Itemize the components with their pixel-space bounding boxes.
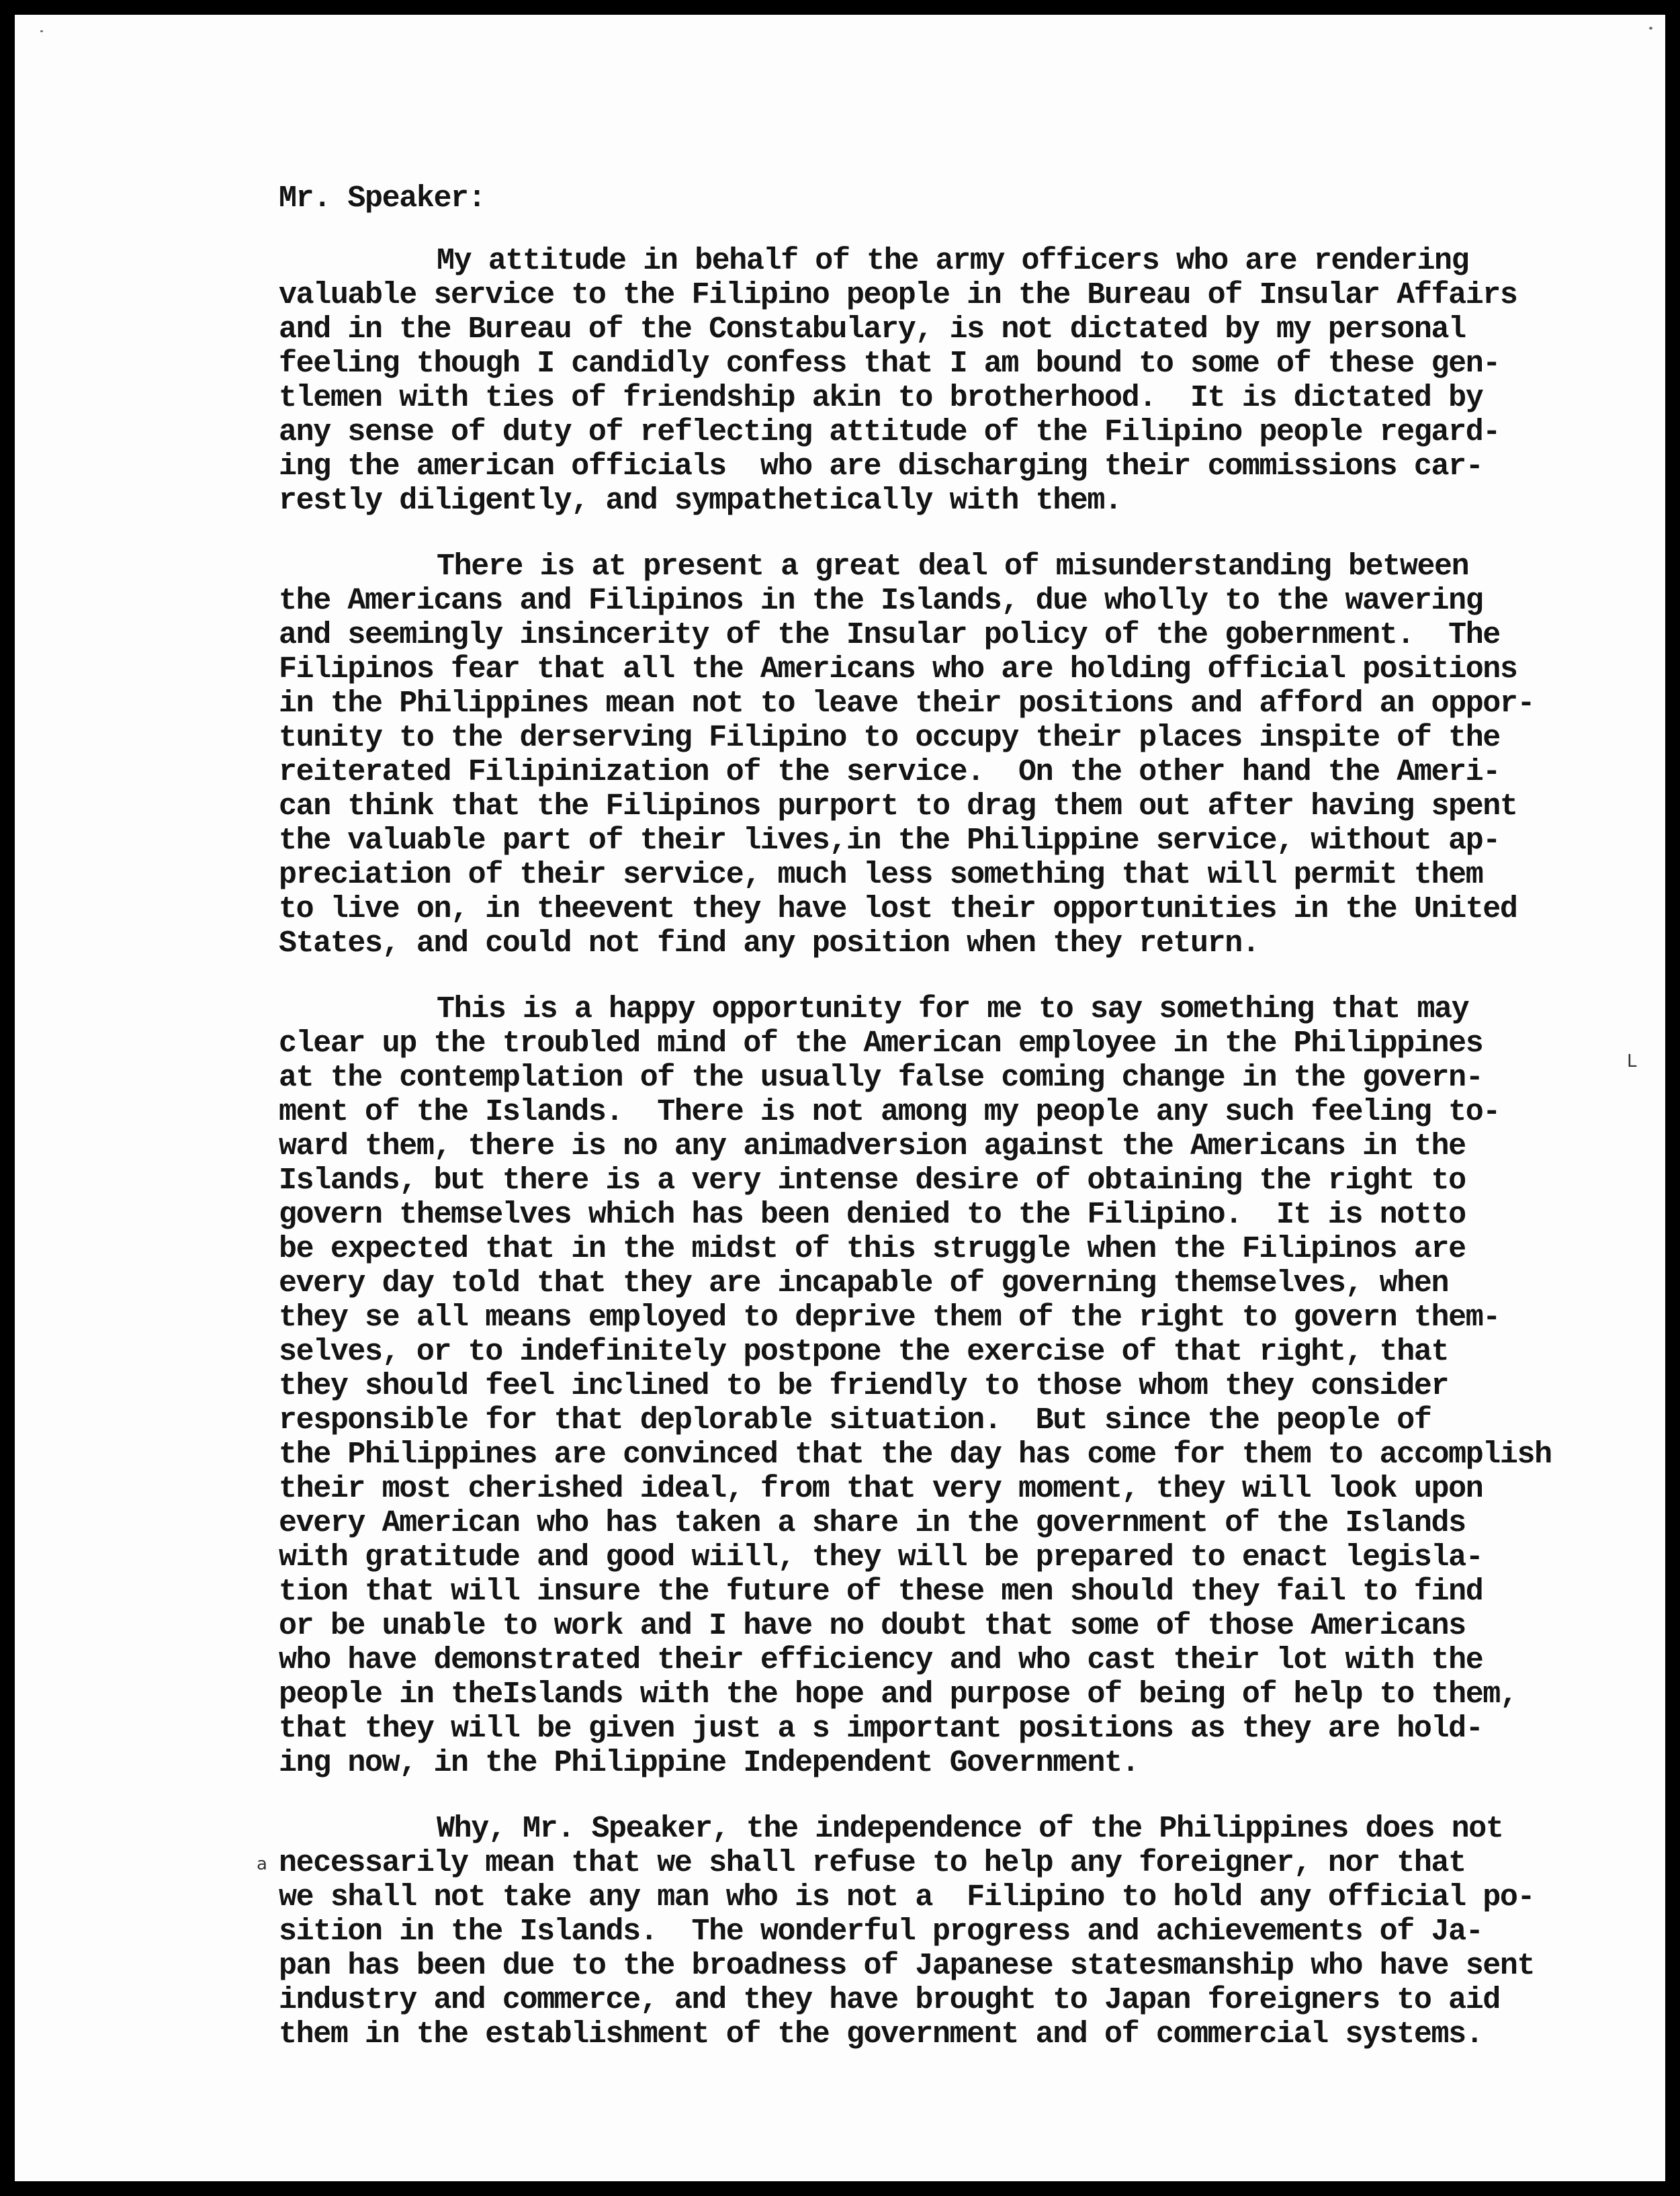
text-line: or be unable to work and I have no doubt that some of those Americans (279, 1609, 1466, 1643)
text-line: feeling though I candidly confess that I am bound to some of these gen- (279, 347, 1500, 381)
text-line: with gratitude and good wiill, they will be prepared to enact legisla- (279, 1540, 1483, 1575)
text-line: to live on, in theevent they have lost their opportunities in the United (279, 892, 1517, 926)
text-line: in the Philippines mean not to leave their positions and afford an oppor- (279, 687, 1535, 721)
text-line: they se all means employed to deprive them of the right to govern them- (279, 1301, 1500, 1335)
text-line: they should feel inclined to be friendly to those whom they consider (279, 1369, 1449, 1403)
text-line: and in the Bureau of the Constabulary, is not dictated by my personal (279, 312, 1466, 347)
text-line: their most cherished ideal, from that very moment, they will look upon (279, 1472, 1483, 1506)
text-line: pan has been due to the broadness of Japanese statesmanship who have sent (279, 1949, 1535, 1983)
text-line: There is at present a great deal of misunderstanding between (437, 550, 1469, 584)
scan-speck (1649, 27, 1652, 30)
text-line: Why, Mr. Speaker, the independence of the Philippines does not (437, 1812, 1503, 1846)
text-line: the Philippines are convinced that the day has come for them to accomplish (279, 1438, 1552, 1472)
text-line: every day told that they are incapable of governing themselves, when (279, 1266, 1449, 1301)
text-line: tion that will insure the future of these men should they fail to find (279, 1575, 1483, 1609)
text-line: that they will be given just a s important positions as they are hold- (279, 1712, 1483, 1746)
text-line: sition in the Islands. The wonderful progress and achievements of Ja- (279, 1915, 1483, 1949)
text-line: necessarily mean that we shall refuse to help any foreigner, nor that (279, 1846, 1466, 1880)
text-line: selves, or to indefinitely postpone the exercise of that right, that (279, 1335, 1449, 1369)
paragraph-4 (279, 1812, 1555, 2052)
text-line: people in theIslands with the hope and purpose of being of help to them, (279, 1677, 1517, 1712)
text-line: who have demonstrated their efficiency and who cast their lot with the (279, 1643, 1483, 1677)
text-line: industry and commerce, and they have brought to Japan foreigners to aid (279, 1983, 1500, 2017)
text-line: be expected that in the midst of this struggle when the Filipinos are (279, 1232, 1466, 1266)
text-line: responsible for that deplorable situation. But since the people of (279, 1403, 1431, 1438)
text-line: ing now, in the Philippine Independent Government. (279, 1746, 1139, 1780)
text-line: govern themselves which has been denied to the Filipino. It is notto (279, 1198, 1466, 1232)
text-line: we shall not take any man who is not a Filipino to hold any official po- (279, 1880, 1535, 1915)
text-line: valuable service to the Filipino people in the Bureau of Insular Affairs (279, 278, 1517, 312)
text-line: clear up the troubled mind of the American employee in the Philippines (279, 1026, 1483, 1061)
text-line: the valuable part of their lives,in the Philippine service, without ap- (279, 824, 1500, 858)
margin-mark-left: a (257, 1854, 267, 1874)
text-line: ment of the Islands. There is not among my people any such feeling to- (279, 1095, 1500, 1129)
scan-speck (40, 30, 43, 32)
text-line: can think that the Filipinos purport to drag them out after having spent (279, 789, 1517, 824)
text-line: restly diligently, and sympathetically with them. (279, 484, 1122, 518)
text-line: them in the establishment of the government and of commercial systems. (279, 2017, 1483, 2052)
text-line: Filipinos fear that all the Americans who are holding official positions (279, 652, 1517, 687)
text-line: reiterated Filipinization of the service. On the other hand the Ameri- (279, 755, 1500, 789)
text-line: ing the american officials who are discharging their commissions car- (279, 449, 1483, 484)
text-line: Islands, but there is a very intense desire of obtaining the right to (279, 1163, 1466, 1198)
margin-mark-right: L (1627, 1051, 1637, 1071)
paragraph-2 (279, 550, 1555, 961)
text-line: My attitude in behalf of the army officers who are rendering (437, 244, 1469, 278)
typed-document (279, 181, 1555, 2083)
text-line: tlemen with ties of friendship akin to brotherhood. It is dictated by (279, 381, 1483, 415)
text-line: This is a happy opportunity for me to say something that may (437, 992, 1469, 1026)
paragraph-1 (279, 244, 1555, 518)
text-line: every American who has taken a share in the government of the Islands (279, 1506, 1466, 1540)
text-line: and seemingly insincerity of the Insular policy of the gobernment. The (279, 618, 1500, 652)
text-line: any sense of duty of reflecting attitude of the Filipino people regard- (279, 415, 1500, 449)
text-line: States, and could not find any position when they return. (279, 926, 1259, 961)
text-line: ward them, there is no any animadversion against the Americans in the (279, 1129, 1466, 1163)
salutation: Mr. Speaker: (279, 181, 486, 216)
paragraph-3 (279, 992, 1555, 1780)
text-line: at the contemplation of the usually false coming change in the govern- (279, 1061, 1483, 1095)
text-line: the Americans and Filipinos in the Islands, due wholly to the wavering (279, 584, 1483, 618)
text-line: tunity to the derserving Filipino to occupy their places inspite of the (279, 721, 1500, 755)
text-line: preciation of their service, much less something that will permit them (279, 858, 1483, 892)
